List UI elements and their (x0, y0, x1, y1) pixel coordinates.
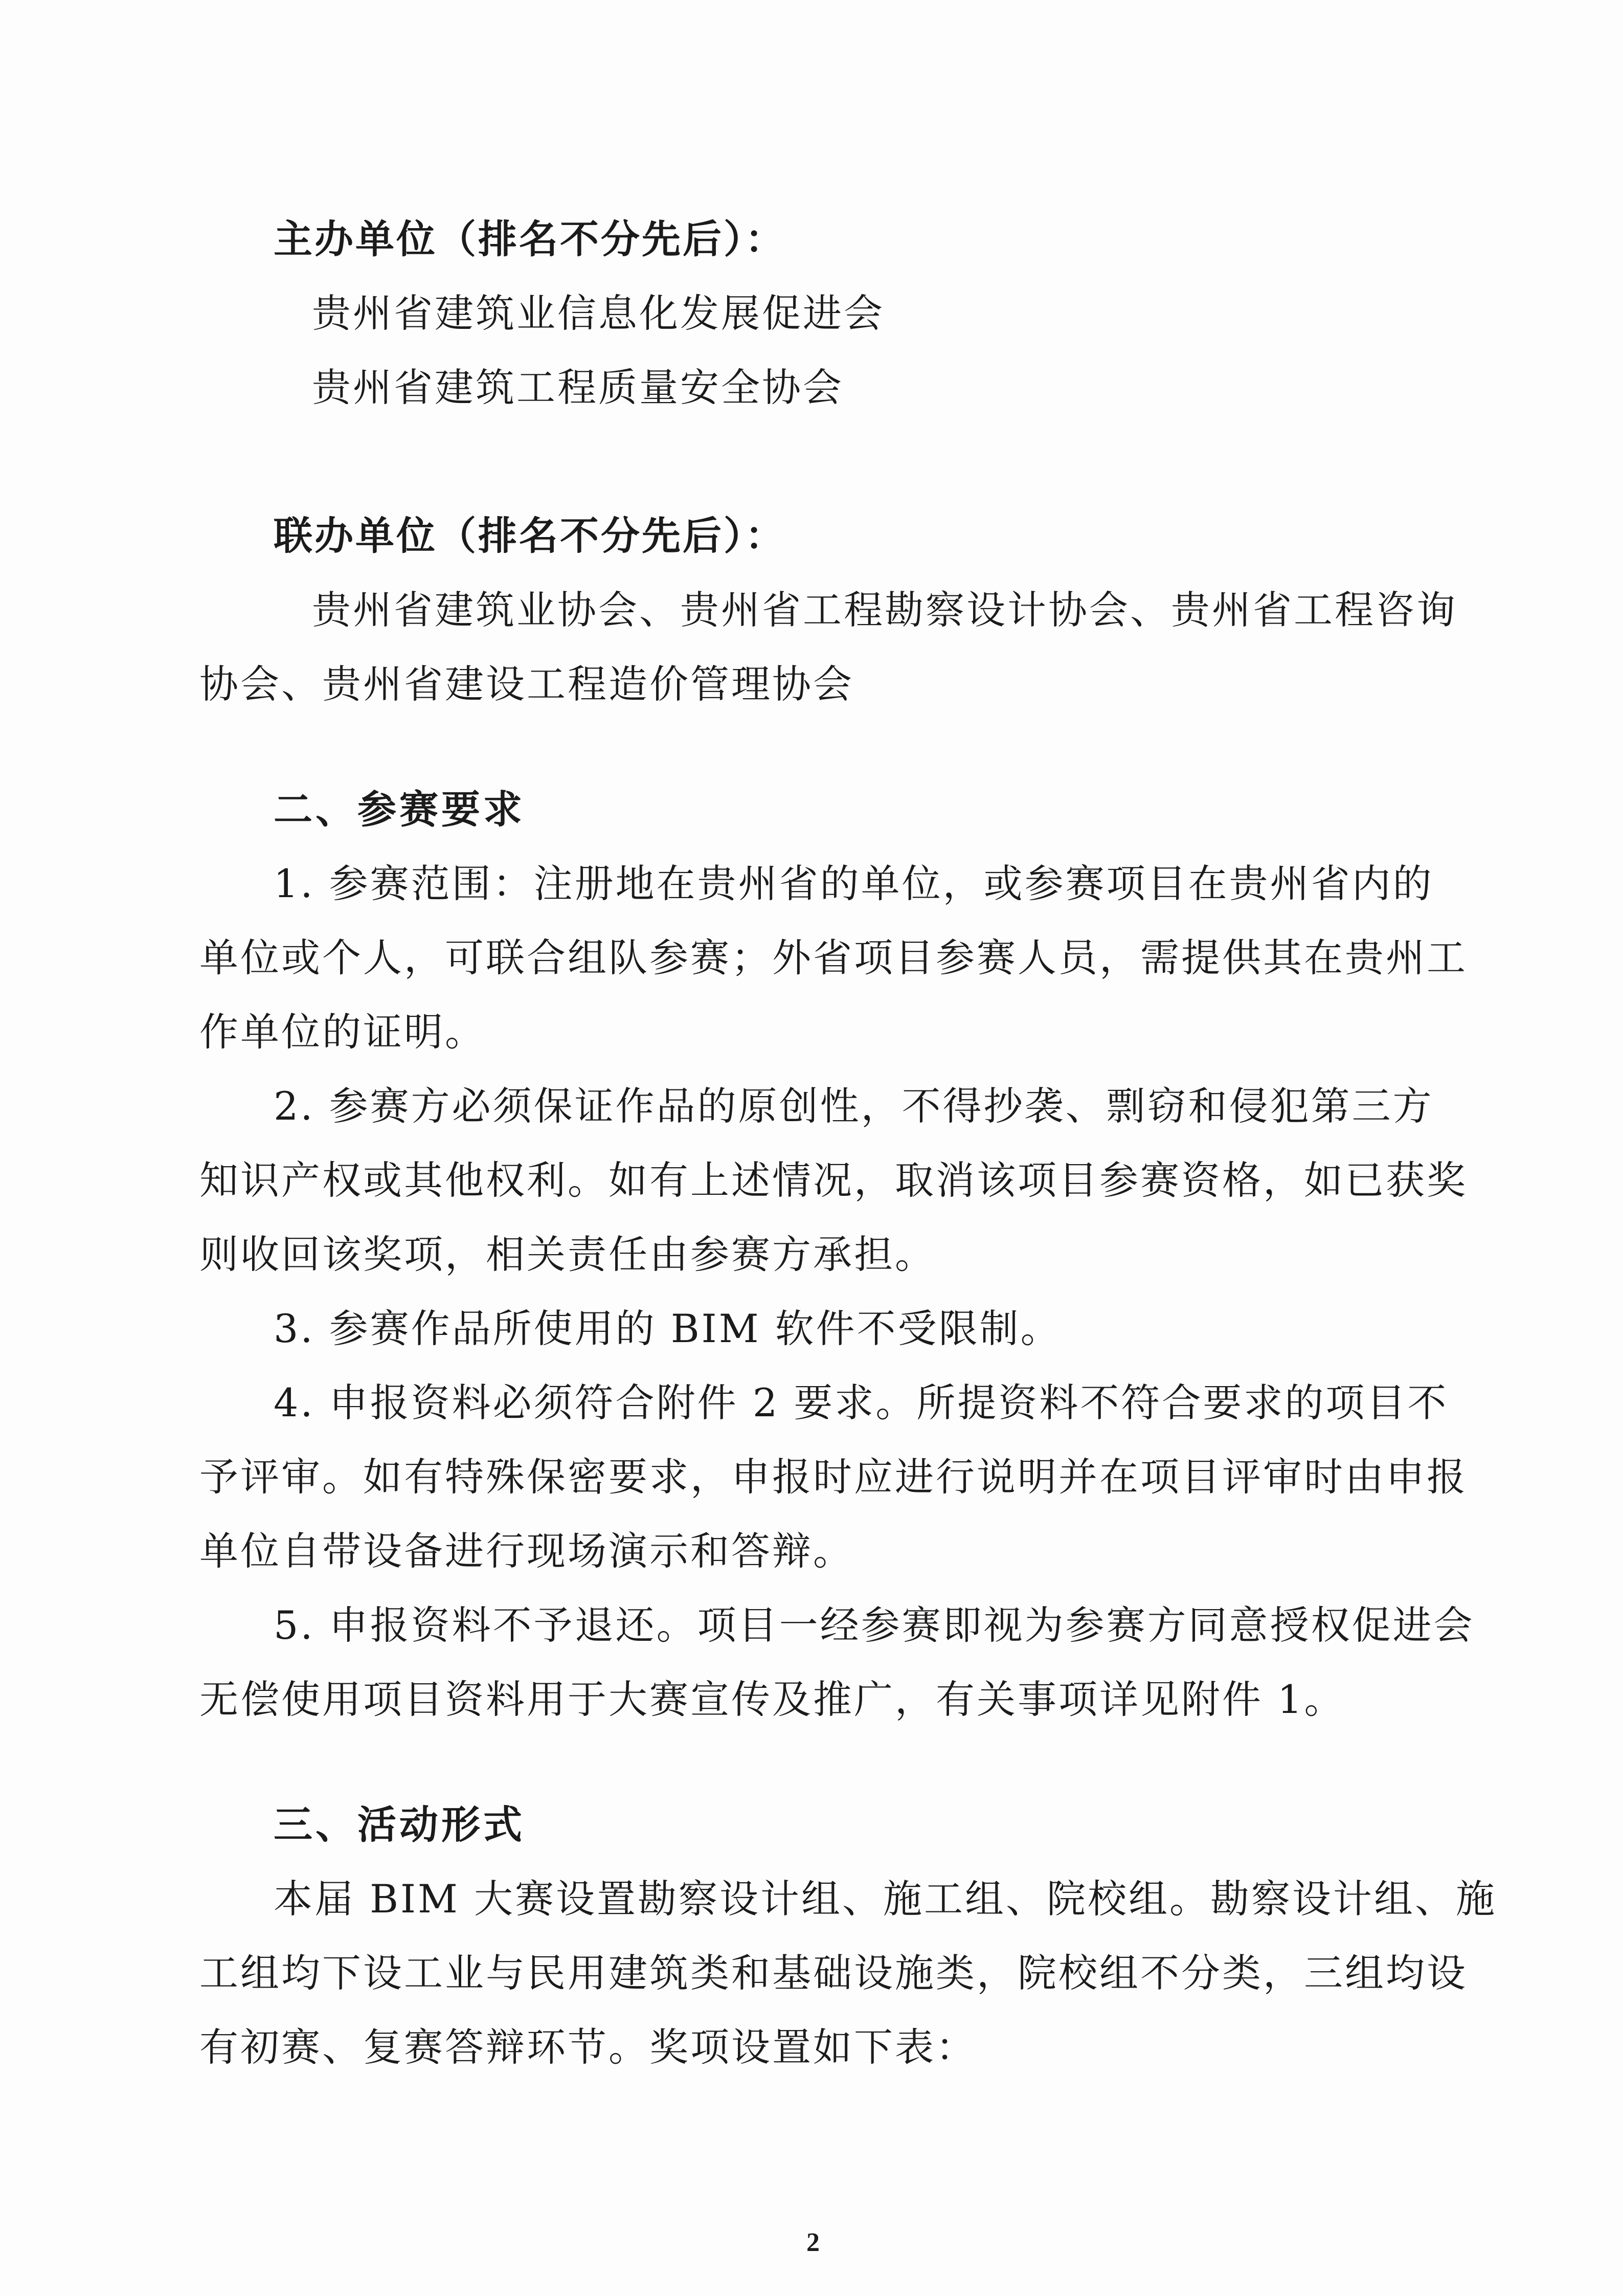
co-organizers-line: 协会、贵州省建设工程造价管理协会 (199, 661, 854, 707)
paragraph-line: 5. 申报资料不予退还。项目一经参赛即视为参赛方同意授权促进会 (274, 1602, 1475, 1648)
organizer-item: 贵州省建筑工程质量安全协会 (312, 365, 844, 410)
paragraph-line: 1. 参赛范围：注册地在贵州省的单位，或参赛项目在贵州省内的 (274, 861, 1434, 906)
paragraph-line: 有初赛、复赛答辩环节。奖项设置如下表： (199, 2024, 977, 2070)
paragraph-line: 作单位的证明。 (199, 1009, 486, 1055)
page-number: 2 (806, 2228, 820, 2257)
co-organizers-line: 贵州省建筑业协会、贵州省工程勘察设计协会、贵州省工程咨询 (312, 587, 1457, 633)
section-heading: 二、参赛要求 (274, 787, 525, 832)
paragraph-line: 单位或个人，可联合组队参赛；外省项目参赛人员，需提供其在贵州工 (199, 935, 1468, 980)
paragraph-line: 知识产权或其他权利。如有上述情况，取消该项目参赛资格，如已获奖 (199, 1157, 1468, 1203)
paragraph-line: 工组均下设工业与民用建筑类和基础设施类，院校组不分类，三组均设 (199, 1950, 1468, 1996)
paragraph-line: 4. 申报资料必须符合附件 2 要求。所提资料不符合要求的项目不 (274, 1380, 1449, 1425)
paragraph-line: 单位自带设备进行现场演示和答辩。 (199, 1528, 854, 1574)
organizers-title: 主办单位（排名不分先后）： (274, 216, 786, 262)
paragraph-line: 予评审。如有特殊保密要求，申报时应进行说明并在项目评审时由申报 (199, 1454, 1468, 1500)
paragraph-line: 2. 参赛方必须保证作品的原创性，不得抄袭、剽窃和侵犯第三方 (274, 1083, 1434, 1129)
section-heading: 三、活动形式 (274, 1802, 525, 1847)
organizer-item: 贵州省建筑业信息化发展促进会 (312, 291, 885, 336)
co-organizers-title: 联办单位（排名不分先后）： (274, 513, 786, 559)
paragraph-line: 3. 参赛作品所使用的 BIM 软件不受限制。 (274, 1306, 1062, 1351)
paragraph-line: 无偿使用项目资料用于大赛宣传及推广，有关事项详见附件 1。 (199, 1677, 1345, 1722)
paragraph-line: 本届 BIM 大赛设置勘察设计组、施工组、院校组。勘察设计组、施 (274, 1876, 1497, 1922)
paragraph-line: 则收回该奖项，相关责任由参赛方承担。 (199, 1232, 936, 1277)
